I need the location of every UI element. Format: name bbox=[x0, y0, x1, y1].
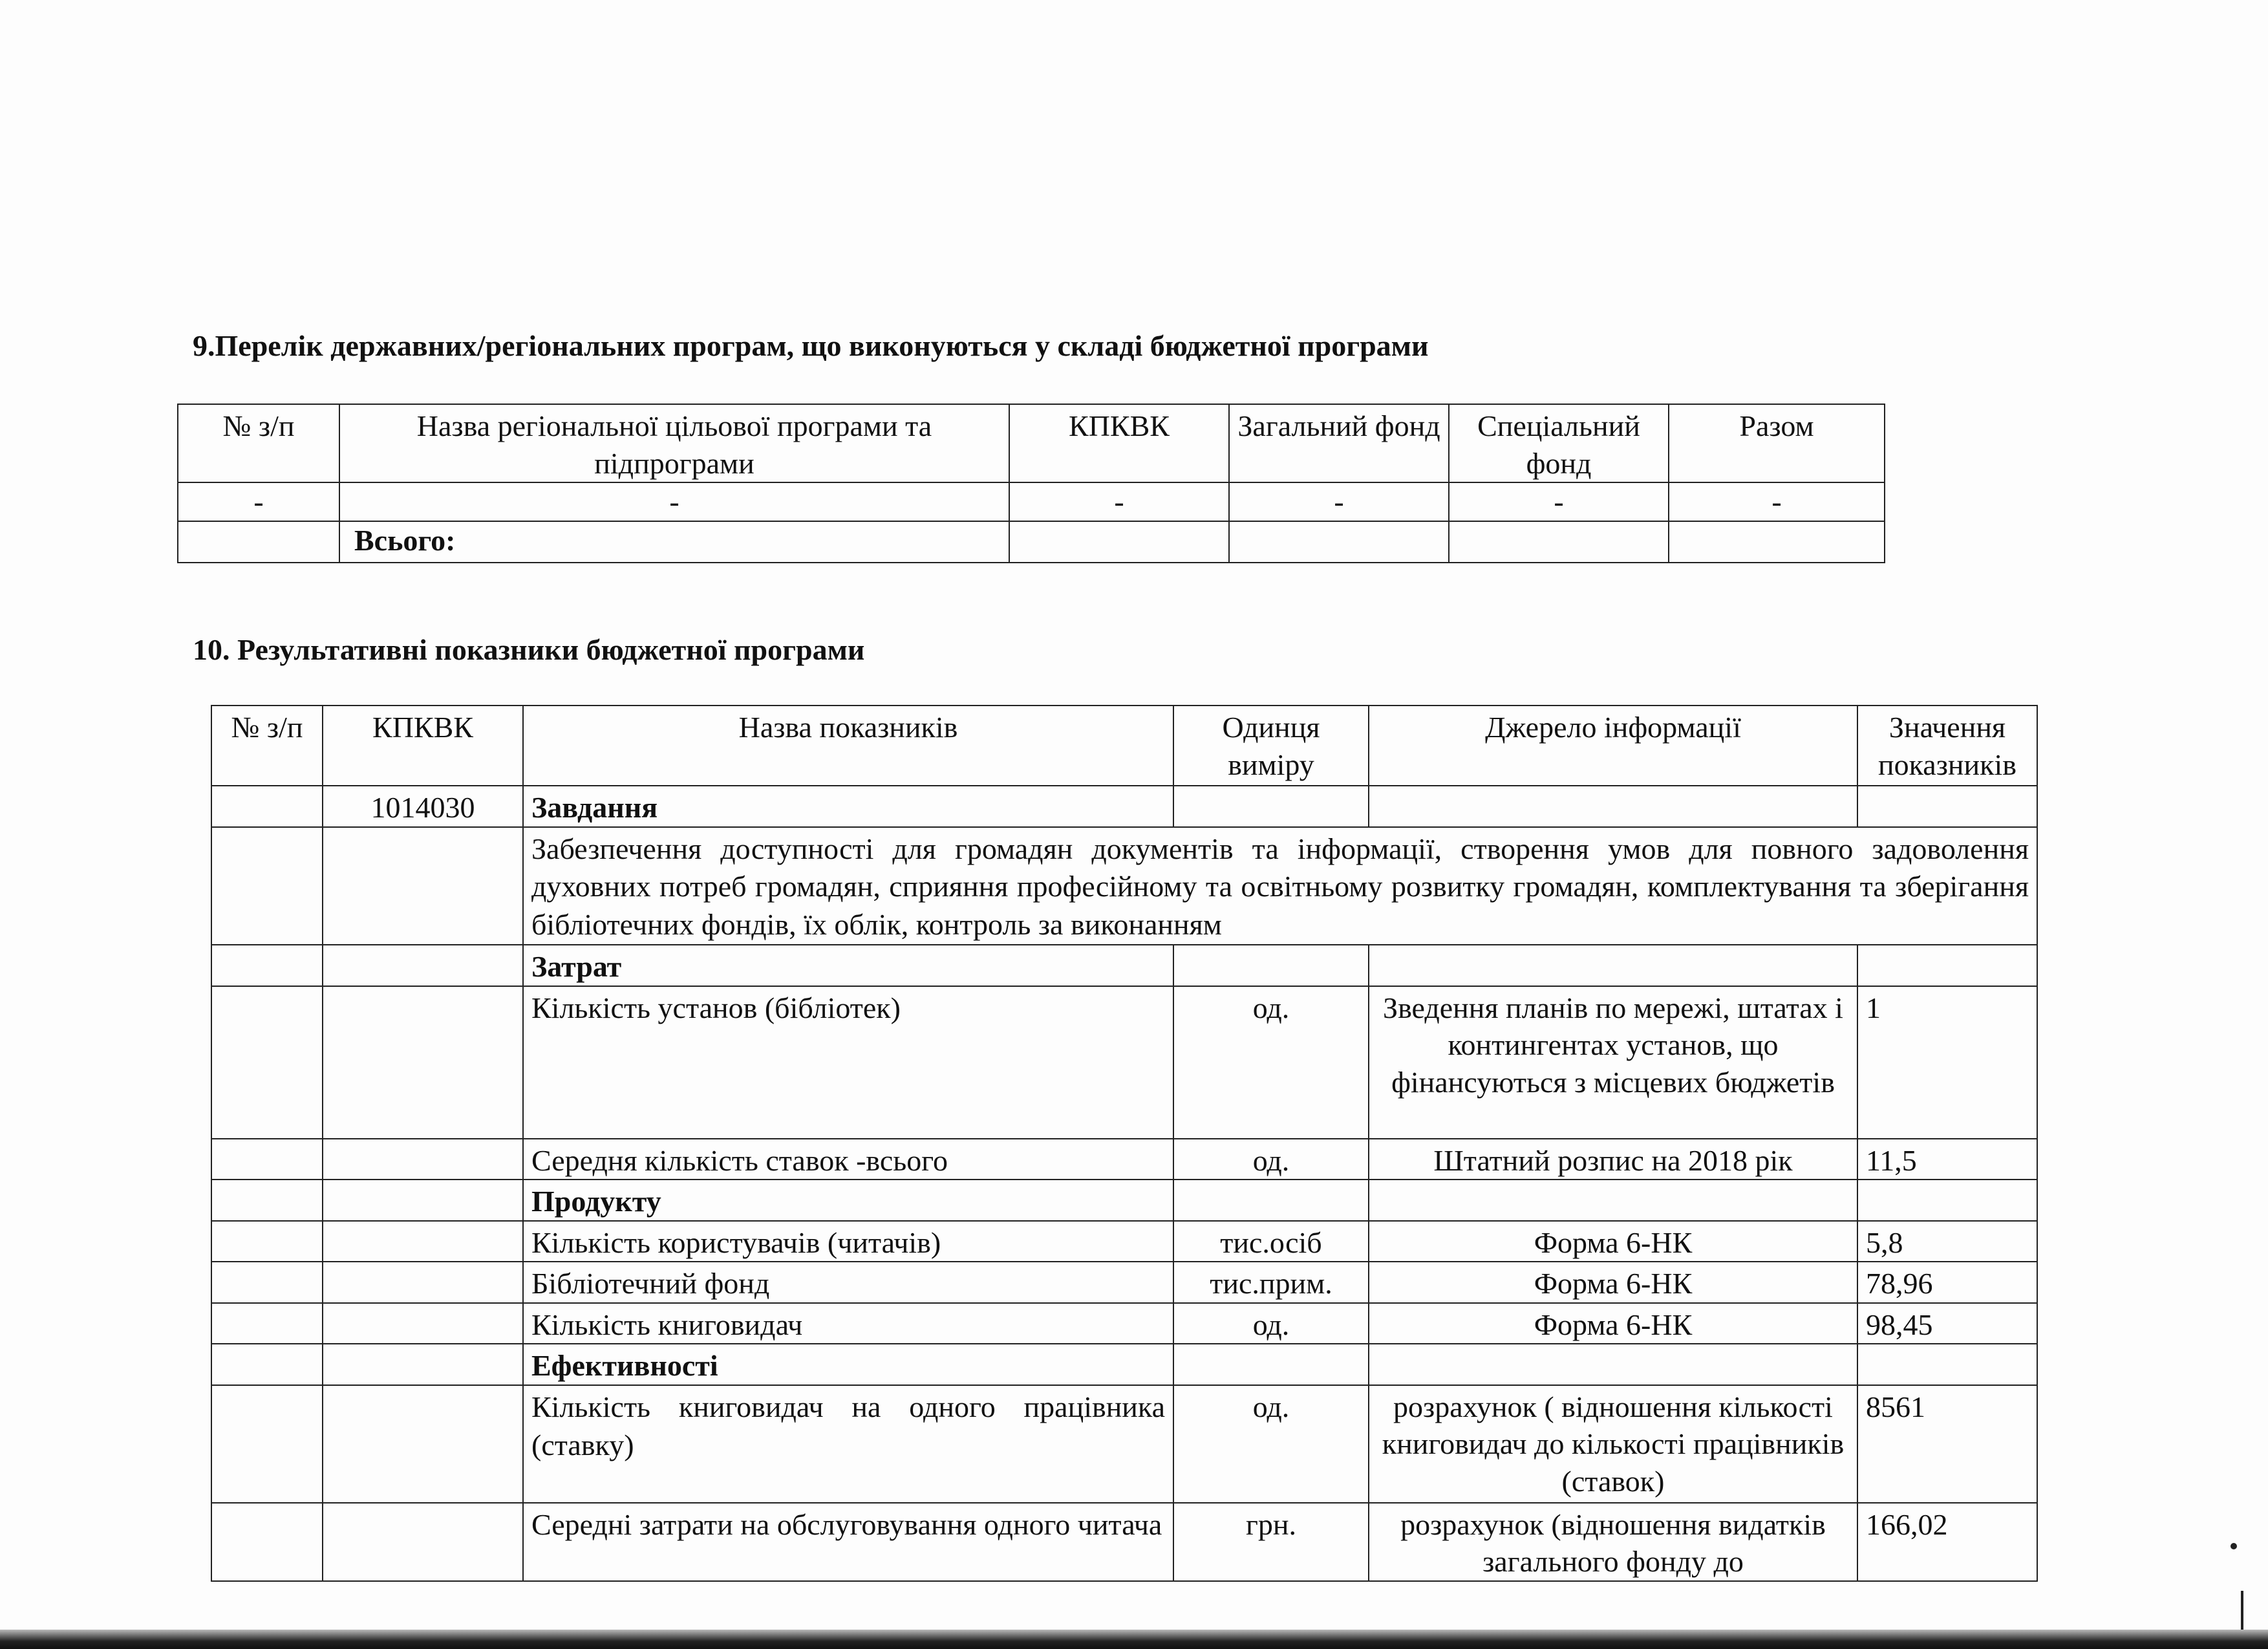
group-product: Продукту bbox=[523, 1180, 1173, 1221]
table-row bbox=[211, 1385, 2037, 1503]
indicator-source: Зведення планів по мережі, штатах і контингентах установ, що фінансуються з місцевих бюджетів bbox=[1369, 986, 1857, 1139]
header-number: № з/п bbox=[211, 706, 323, 786]
table-row bbox=[211, 986, 2037, 1139]
task-description: Забезпечення доступності для громадян документів та інформації, створення умов для повного задоволення духовних потреб громадян, сприяння професійному та освітньому розвитку громадян, комплектування та зберігання бібліотечних фондів, їх облік, контроль за виконанням bbox=[523, 827, 2037, 945]
group-row-costs bbox=[211, 945, 2037, 986]
scan-speck bbox=[2231, 1543, 2237, 1549]
header-source: Джерело інформації bbox=[1369, 706, 1857, 786]
scan-bottom-edge bbox=[0, 1630, 2268, 1649]
indicator-name: Кількість книговидач на одного працівника (ставку) bbox=[523, 1385, 1173, 1503]
total-row bbox=[178, 521, 1885, 563]
cell-special-fund: - bbox=[1449, 482, 1669, 521]
table-row bbox=[211, 1303, 2037, 1344]
group-efficiency: Ефективності bbox=[523, 1344, 1173, 1385]
indicator-name: Середні затрати на обслуговування одного читача bbox=[523, 1503, 1173, 1581]
cell-empty bbox=[1009, 521, 1229, 563]
indicator-name: Кількість користувачів (читачів) bbox=[523, 1221, 1173, 1262]
header-indicator-name: Назва показників bbox=[523, 706, 1173, 786]
cell-general-fund: - bbox=[1229, 482, 1449, 521]
cell-empty bbox=[1449, 521, 1669, 563]
cell-number: - bbox=[178, 482, 339, 521]
kpkvk-code: 1014030 bbox=[323, 786, 523, 827]
header-number: № з/п bbox=[178, 404, 339, 482]
cell-empty bbox=[178, 521, 339, 563]
task-text-row bbox=[211, 827, 2037, 945]
indicator-value: 11,5 bbox=[1857, 1139, 2037, 1180]
table-row bbox=[211, 1221, 2037, 1262]
section-9-title: 9.Перелік державних/регіональних програм, що виконуються у складі бюджетної програми bbox=[193, 329, 1429, 362]
cell-kpkvk: - bbox=[1009, 482, 1229, 521]
header-kpkvk: КПКВК bbox=[323, 706, 523, 786]
header-value: Значення показників bbox=[1857, 706, 2037, 786]
cell-empty bbox=[1229, 521, 1449, 563]
table-row bbox=[211, 1139, 2037, 1180]
indicators-table bbox=[211, 705, 2038, 1582]
group-row-product bbox=[211, 1180, 2037, 1221]
indicator-source: Штатний розпис на 2018 рік bbox=[1369, 1139, 1857, 1180]
indicator-source: Форма 6-НК bbox=[1369, 1303, 1857, 1344]
indicator-value: 78,96 bbox=[1857, 1262, 2037, 1303]
cell-empty bbox=[1669, 521, 1885, 563]
header-total: Разом bbox=[1669, 404, 1885, 482]
table-row bbox=[211, 1503, 2037, 1581]
indicator-source: Форма 6-НК bbox=[1369, 1262, 1857, 1303]
indicator-value: 5,8 bbox=[1857, 1221, 2037, 1262]
indicator-source: розрахунок ( відношення кількості книговидач до кількості працівників (ставок) bbox=[1369, 1385, 1857, 1503]
cell-total: - bbox=[1669, 482, 1885, 521]
indicator-value: 98,45 bbox=[1857, 1303, 2037, 1344]
cell-program-name: - bbox=[339, 482, 1009, 521]
group-row-efficiency bbox=[211, 1344, 2037, 1385]
indicator-unit: од. bbox=[1173, 986, 1369, 1139]
programs-table bbox=[177, 404, 1885, 563]
indicator-unit: од. bbox=[1173, 1385, 1369, 1503]
indicator-unit: од. bbox=[1173, 1303, 1369, 1344]
indicator-value: 8561 bbox=[1857, 1385, 2037, 1503]
table-row bbox=[178, 482, 1885, 521]
indicator-name: Кількість установ (бібліотек) bbox=[523, 986, 1173, 1139]
section-10-title: 10. Результативні показники бюджетної програми bbox=[193, 633, 865, 666]
indicator-name: Кількість книговидач bbox=[523, 1303, 1173, 1344]
group-costs: Затрат bbox=[523, 945, 1173, 986]
indicator-unit: од. bbox=[1173, 1139, 1369, 1180]
indicator-name: Середня кількість ставок -всього bbox=[523, 1139, 1173, 1180]
indicator-unit: тис.прим. bbox=[1173, 1262, 1369, 1303]
header-special-fund: Спеціальний фонд bbox=[1449, 404, 1669, 482]
table-header-row bbox=[211, 706, 2037, 786]
task-label: Завдання bbox=[523, 786, 1173, 827]
indicator-value: 166,02 bbox=[1857, 1503, 2037, 1581]
header-general-fund: Загальний фонд bbox=[1229, 404, 1449, 482]
indicator-source: розрахунок (відношення видатків загального фонду до bbox=[1369, 1503, 1857, 1581]
header-kpkvk: КПКВК bbox=[1009, 404, 1229, 482]
task-label-row bbox=[211, 786, 2037, 827]
header-program-name: Назва регіональної цільової програми та підпрограми bbox=[339, 404, 1009, 482]
indicator-unit: грн. bbox=[1173, 1503, 1369, 1581]
header-unit: Одинця виміру bbox=[1173, 706, 1369, 786]
total-label: Всього: bbox=[339, 521, 1009, 563]
indicator-name: Бібліотечний фонд bbox=[523, 1262, 1173, 1303]
indicator-source: Форма 6-НК bbox=[1369, 1221, 1857, 1262]
table-header-row bbox=[178, 404, 1885, 482]
indicator-unit: тис.осіб bbox=[1173, 1221, 1369, 1262]
table-row bbox=[211, 1262, 2037, 1303]
indicator-value: 1 bbox=[1857, 986, 2037, 1139]
